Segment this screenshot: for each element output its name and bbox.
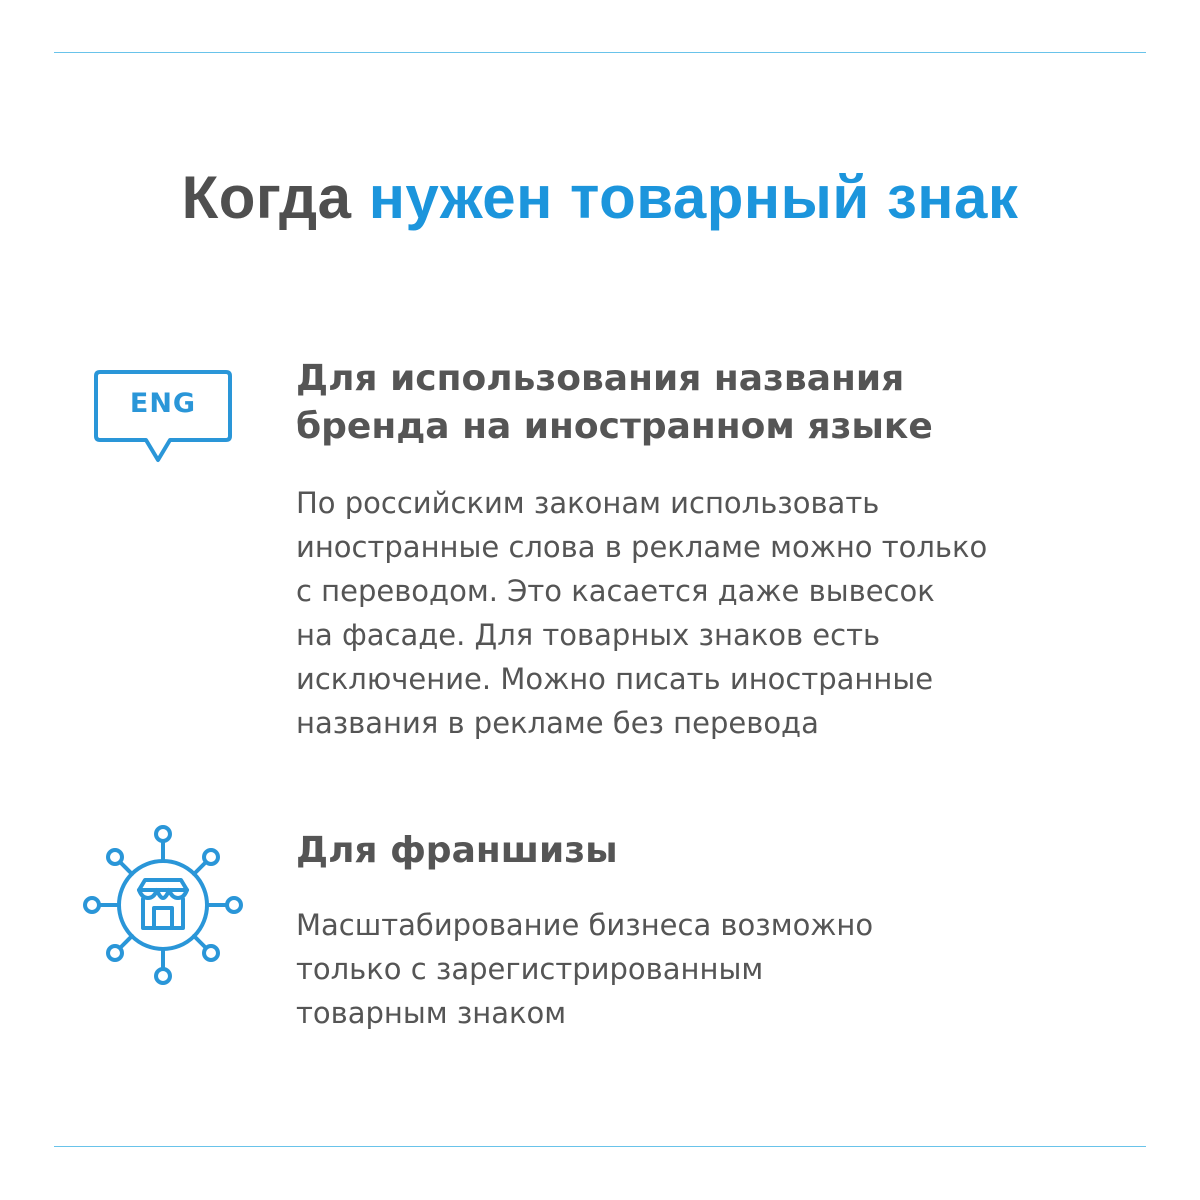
section-heading: Для франшизы [296,830,618,871]
bottom-divider [54,1146,1146,1147]
top-divider [54,52,1146,53]
page-title [0,163,1200,232]
section-body: Масштабирование бизнеса возможно только с зарегистрированным товарным знаком [296,908,874,1030]
eng-speech-bubble-icon [92,366,234,466]
title-part-dark: Когда [181,164,352,231]
section-franchise [296,827,1156,1035]
title-part-accent: нужен товарный знак [368,164,1019,231]
eng-icon-label: ENG [129,388,197,419]
franchise-network-icon [82,824,244,986]
section-body: По российским законам использовать иностранные слова в рекламе можно только с переводом. Это касается даже вывесок на фасаде. Для товарных знаков есть исключение. Можно писать иностранные названия в рекламе без перевода [296,486,988,740]
section-heading: Для использования названия бренда на иностранном языке [296,358,933,447]
section-foreign-brand [296,355,1156,745]
